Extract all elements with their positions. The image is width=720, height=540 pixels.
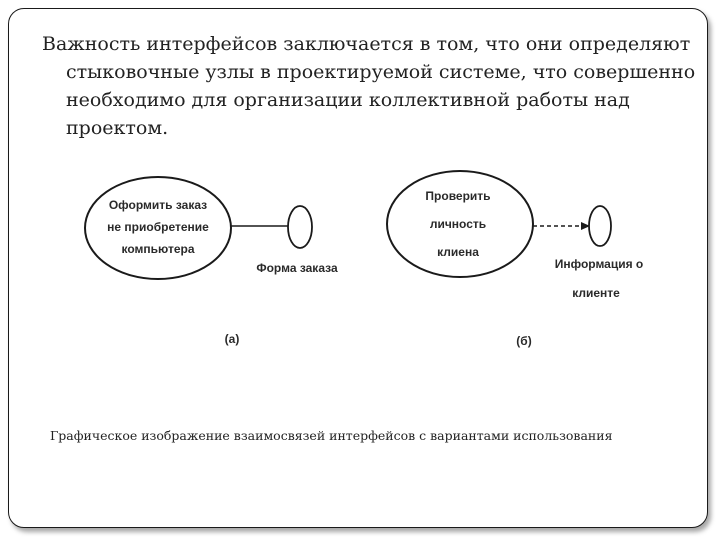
sublabel-b: (б) — [516, 334, 532, 348]
usecase-label-order-line1: Оформить заказ — [108, 198, 208, 212]
usecase-label-verify-line1: Проверить — [425, 189, 491, 203]
interface-lollipop-client-info — [589, 206, 611, 246]
sublabel-a: (а) — [224, 332, 240, 346]
usecase-label-order-line2: не приобретение — [107, 220, 209, 234]
interface-label-client-info-line1: Информация о — [554, 257, 644, 271]
figure-caption: Графическое изображение взаимосвязей интерфейсов с вариантами использования — [50, 428, 613, 443]
interface-label-client-info-line2: клиенте — [572, 286, 620, 300]
interface-label-order-form: Форма заказа — [256, 261, 338, 275]
body-paragraph: Важность интерфейсов заключается в том, что они определяют стыковочные узлы в проектируемой системе, что совершенно необходимо для организации коллективной работы над проектом. — [42, 33, 696, 139]
usecase-label-verify-line3: клиена — [437, 245, 479, 259]
usecase-label-verify-line2: личность — [429, 217, 487, 231]
interface-lollipop-order-form — [288, 206, 312, 248]
usecase-label-order-line3: компьютера — [121, 242, 195, 256]
